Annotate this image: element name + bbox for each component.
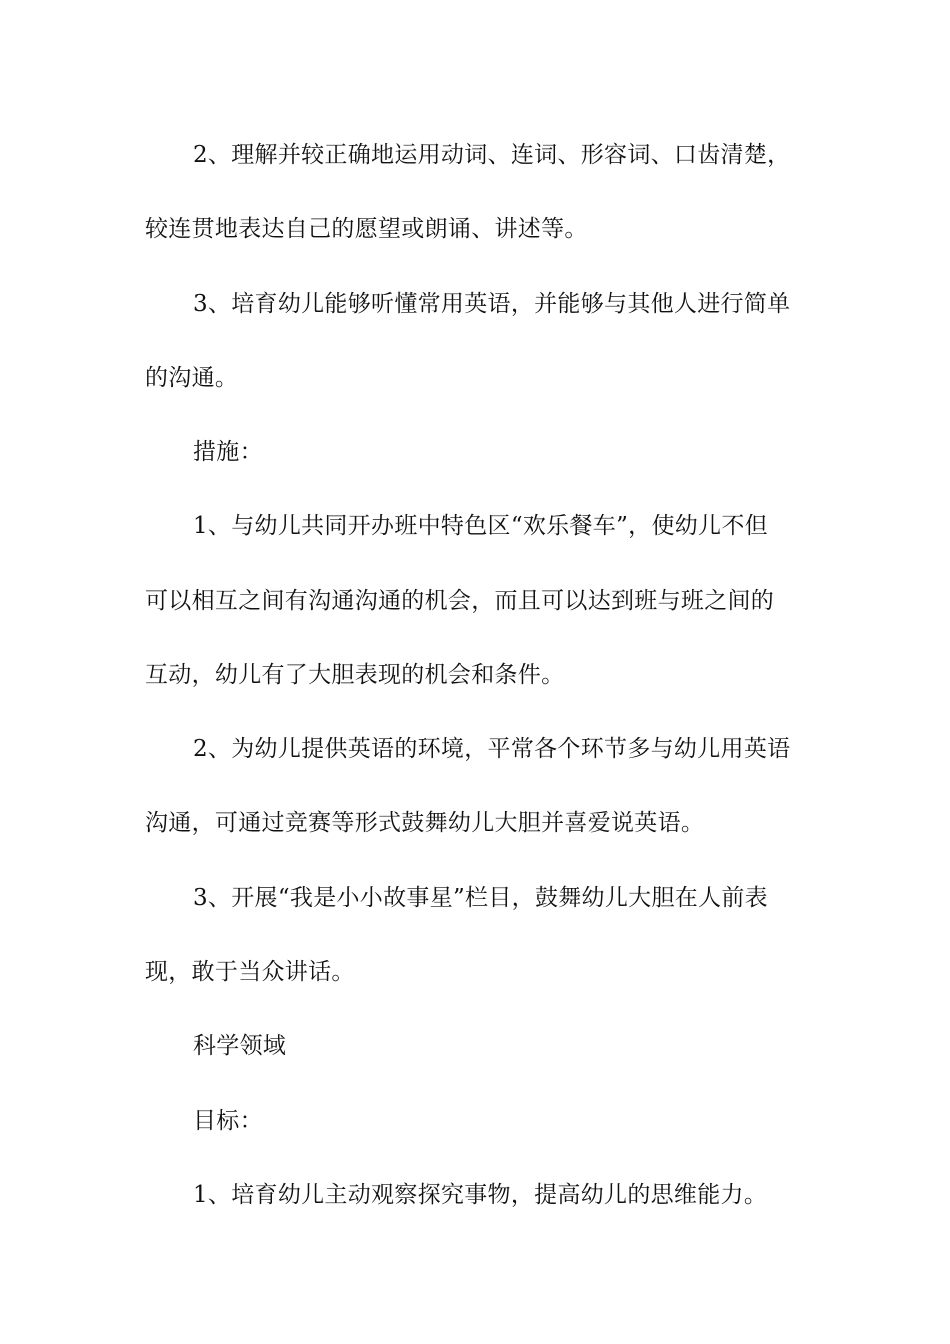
text-line-goal-3-end: 的沟通。 bbox=[145, 365, 239, 391]
text-line-measure-2-end: 沟通，可通过竞赛等形式鼓舞幼儿大胆并喜爱说英语。 bbox=[145, 810, 705, 836]
text-line-measure-3-start: 3、开展“我是小小故事星”栏目，鼓舞幼儿大胆在人前表 bbox=[193, 885, 768, 911]
measures-heading: 措施： bbox=[193, 439, 263, 465]
text-line-measure-1-start: 1、与幼儿共同开办班中特色区“欢乐餐车”，使幼儿不但 bbox=[193, 513, 768, 539]
text-line-goal-3-start: 3、培育幼儿能够听懂常用英语，并能够与其他人进行简单 bbox=[193, 291, 791, 317]
section-heading-science: 科学领域 bbox=[193, 1033, 287, 1059]
text-line-measure-3-end: 现，敢于当众讲话。 bbox=[145, 959, 355, 985]
goals-heading: 目标： bbox=[193, 1108, 263, 1134]
text-line-measure-1-middle: 可以相互之间有沟通沟通的机会，而且可以达到班与班之间的 bbox=[145, 588, 775, 614]
text-line-science-goal-1: 1、培育幼儿主动观察探究事物，提高幼儿的思维能力。 bbox=[193, 1182, 768, 1208]
text-line-goal-2-start: 2、理解并较正确地运用动词、连词、形容词、口齿清楚， bbox=[193, 142, 791, 168]
text-line-measure-1-end: 互动，幼儿有了大胆表现的机会和条件。 bbox=[145, 662, 565, 688]
text-line-goal-2-end: 较连贯地表达自己的愿望或朗诵、讲述等。 bbox=[145, 216, 588, 242]
text-line-measure-2-start: 2、为幼儿提供英语的环境，平常各个环节多与幼儿用英语 bbox=[193, 736, 791, 762]
